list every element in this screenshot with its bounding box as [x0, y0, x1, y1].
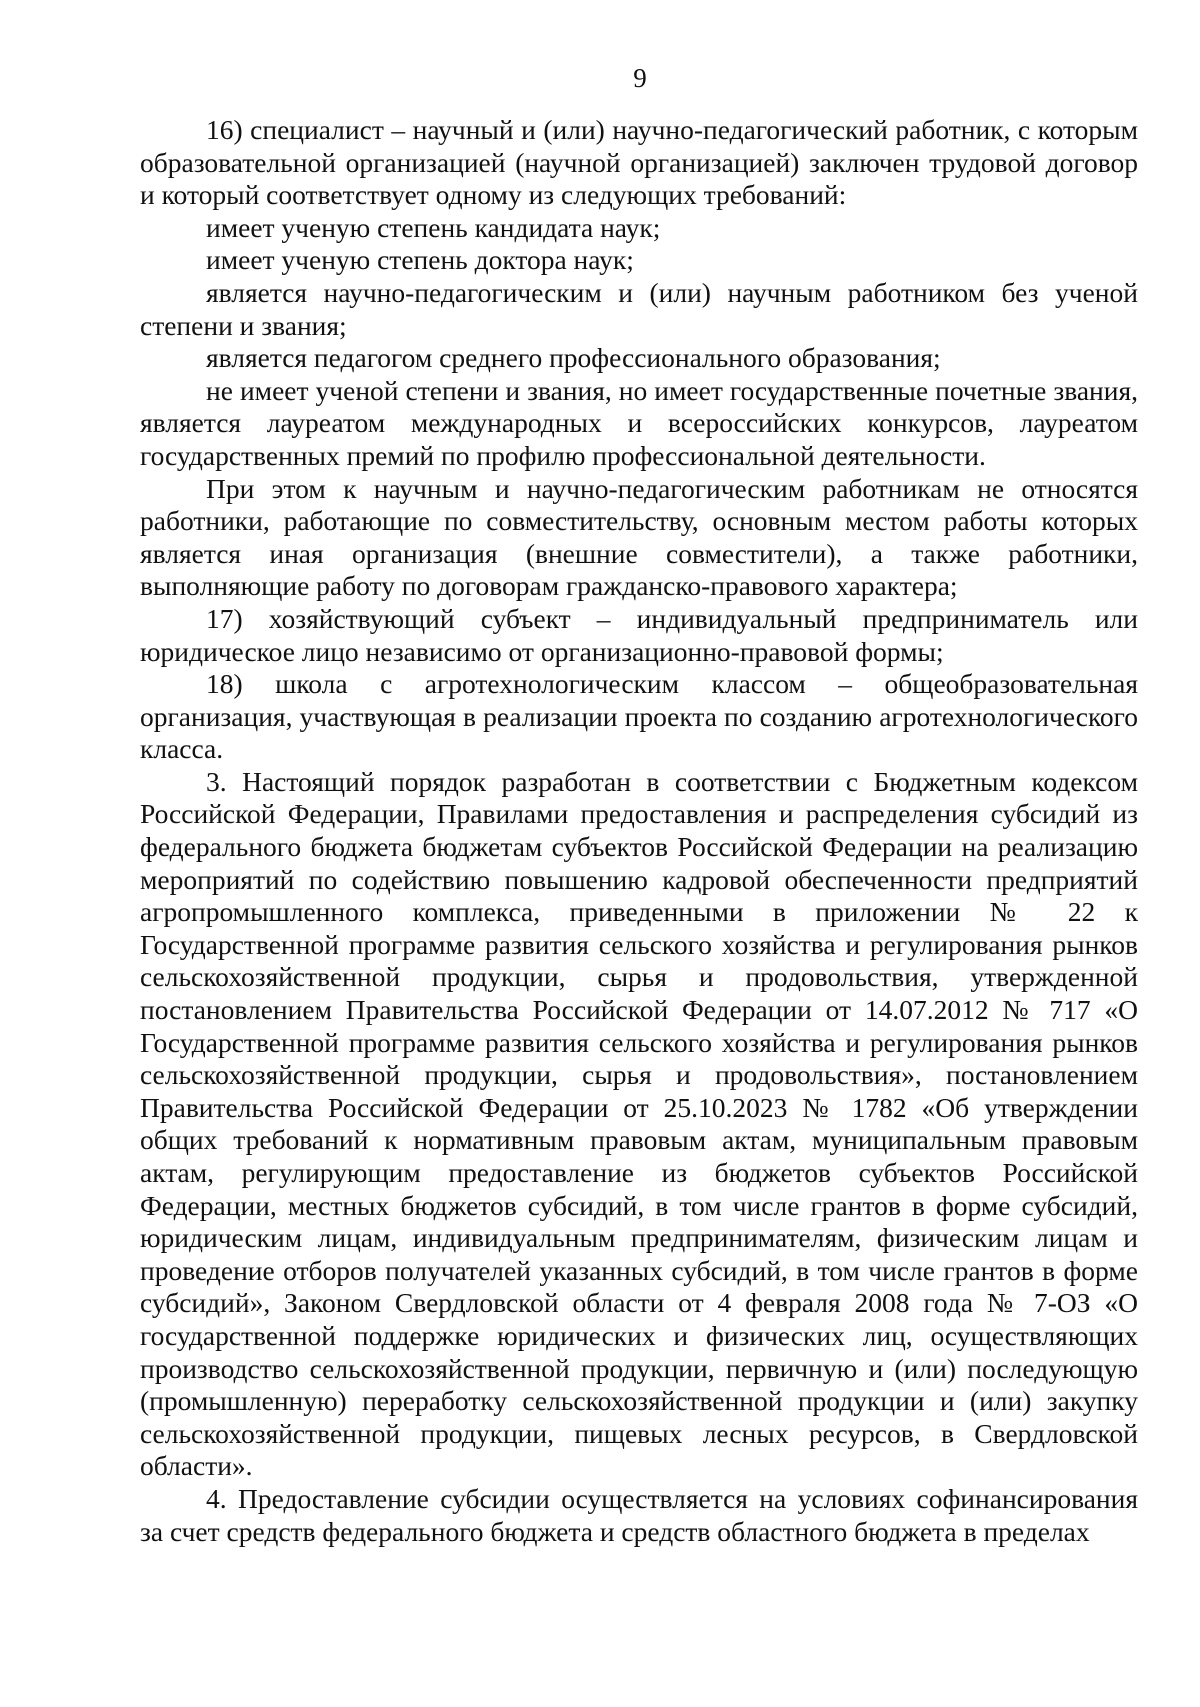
paragraph-section-4: 4. Предоставление субсидии осуществляется на условиях софинансирования за счет средств федерального бюджета и средств областного бюджета в пределах: [140, 1482, 1138, 1547]
page-number: 9: [633, 63, 647, 93]
paragraph-agrotech-school: 18) школа с агротехнологическим классом – общеобразовательная организация, участвующая в реализации проекта по созданию агротехнологического класса.: [140, 668, 1138, 765]
paragraph-specialist-definition: 16) специалист – научный и (или) научно-педагогический работник, с которым образовательной организацией (научной организацией) заключен трудовой договор и который соответствует одному из следующих требований:: [140, 114, 1138, 211]
document-body: [140, 114, 1138, 1548]
paragraph-no-degree-worker: является научно-педагогическим и (или) научным работником без ученой степени и звания;: [140, 276, 1138, 341]
paragraph-section-3: 3. Настоящий порядок разработан в соответствии с Бюджетным кодексом Российской Федерации, Правилами предоставления и распределения субсидий из федерального бюджета бюджетам субъектов Российской Федерации на реализацию мероприятий по содействию повышению кадровой обеспеченности предприятий агропромышленного комплекса, приведенными в приложении № 22 к Государственной программе развития сельского хозяйства и регулирования рынков сельскохозяйственной продукции, сырья и продовольствия, утвержденной постановлением Правительства Российской Федерации от 14.07.2012 № 717 «О Государственной программе развития сельского хозяйства и регулирования рынков сельскохозяйственной продукции, сырья и продовольствия», постановлением Правительства Российской Федерации от 25.10.2023 № 1782 «Об утверждении общих требований к нормативным правовым актам, муниципальным правовым актам, регулирующим предоставление из бюджетов субъектов Российской Федерации, местных бюджетов субсидий, в том числе грантов в форме субсидий, юридическим лицам, индивидуальным предпринимателям, физическим лицам и проведение отборов получателей указанных субсидий, в том числе грантов в форме субсидий», Законом Свердловской области от 4 февраля 2008 года № 7-ОЗ «О государственной поддержке юридических и физических лиц, осуществляющих производство сельскохозяйственной продукции, первичную и (или) последующую (промышленную) переработку сельскохозяйственной продукции и (или) закупку сельскохозяйственной продукции, пищевых лесных ресурсов, в Свердловской области».: [140, 765, 1138, 1482]
paragraph-spo-teacher: является педагогом среднего профессионального образования;: [206, 342, 941, 374]
paragraph-economic-entity: 17) хозяйствующий субъект – индивидуальный предприниматель или юридическое лицо независимо от организационно-правовой формы;: [140, 602, 1138, 667]
paragraph-exclusion-note: При этом к научным и научно-педагогическим работникам не относятся работники, работающие по совместительству, основным местом работы которых является иная организация (внешние совместители), а также работники, выполняющие работу по договорам гражданско-правового характера;: [140, 472, 1138, 602]
paragraph-doctor-degree: имеет ученую степень доктора наук;: [206, 244, 634, 276]
paragraph-candidate-degree: имеет ученую степень кандидата наук;: [206, 211, 661, 243]
paragraph-honorary-titles: не имеет ученой степени и звания, но имеет государственные почетные звания, является лауреатом международных и всероссийских конкурсов, лауреатом государственных премий по профилю профессиональной деятельности.: [140, 374, 1138, 471]
